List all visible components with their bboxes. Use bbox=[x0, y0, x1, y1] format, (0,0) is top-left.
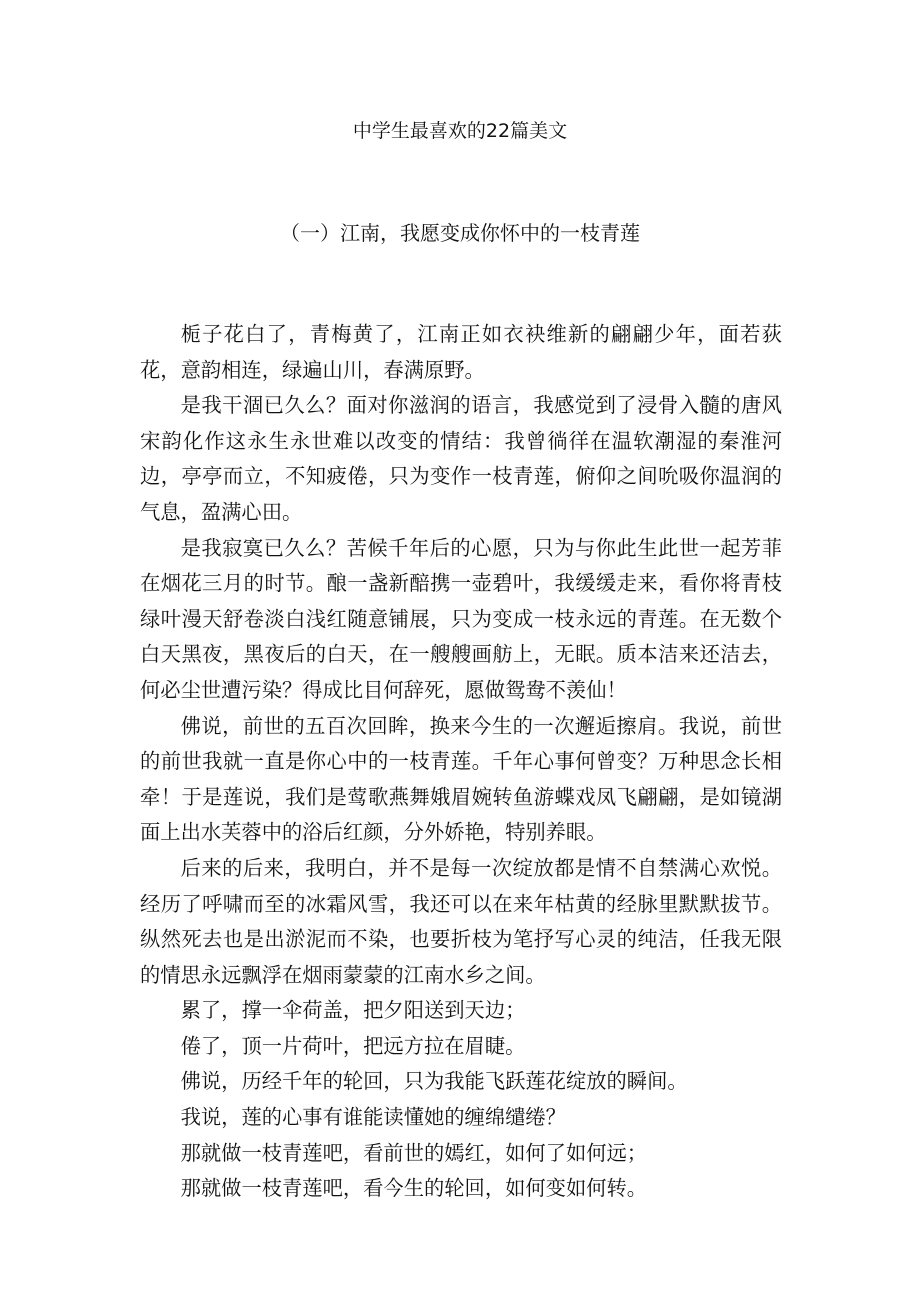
document-title: 中学生最喜欢的22篇美文 bbox=[352, 120, 568, 142]
paragraph-5: 后来的后来，我明白，并不是每一次绽放都是情不自禁满心欢悦。经历了呼啸而至的冰霜风雪，我还可以在来年枯黄的经脉里默默拔节。纵然死去也是出淤泥而不染，也要折枝为笔抒写心灵的纯洁，任我无限的情思永远飘浮在烟雨蒙蒙的江南水乡之间。 bbox=[140, 855, 782, 987]
section-title: （一）江南，我愿变成你怀中的一枝青莲 bbox=[280, 221, 640, 245]
paragraph-4: 佛说，前世的五百次回眸，换来今生的一次邂逅擦肩。我说，前世的前世我就一直是你心中的一枝青莲。千年心事何曾变？万种思念长相牵！于是莲说，我们是莺歌燕舞娥眉婉转鱼游蝶戏凤飞翩翩，是如镜湖面上出水芙蓉中的浴后红颜，分外娇艳，特别养眼。 bbox=[140, 713, 782, 845]
verse-line-4: 我说，莲的心事有谁能读懂她的缠绵缱绻？ bbox=[180, 1105, 566, 1130]
paragraph-3: 是我寂寞已久么？苦候千年后的心愿，只为与你此生此世一起芳菲在烟花三月的时节。酿一盏新醅携一壶碧叶，我缓缓走来，看你将青枝绿叶漫天舒卷淡白浅红随意铺展，只为变成一枝永远的青莲。在无数个白天黑夜，黑夜后的白天，在一艘艘画舫上，无眠。质本洁来还洁去，何必尘世遭污染？得成比目何辞死，愿做鸳鸯不羡仙！ bbox=[140, 535, 782, 702]
verse-line-3: 佛说，历经千年的轮回，只为我能飞跃莲花绽放的瞬间。 bbox=[180, 1069, 688, 1094]
verse-line-2: 倦了，顶一片荷叶，把远方拉在眉睫。 bbox=[180, 1033, 526, 1058]
verse-line-1: 累了，撑一伞荷盖，把夕阳送到天边； bbox=[180, 998, 526, 1023]
verse-line-6: 那就做一枝青莲吧，看今生的轮回，如何变如何转。 bbox=[180, 1176, 648, 1201]
article-body bbox=[140, 317, 782, 1207]
paragraph-2: 是我干涸已久么？面对你滋润的语言，我感觉到了浸骨入髓的唐风宋韵化作这永生永世难以改变的情结：我曾徜徉在温软潮湿的秦淮河边，亭亭而立，不知疲倦，只为变作一枝青莲，俯仰之间吮吸你温润的气息，盈满心田。 bbox=[140, 393, 782, 524]
paragraph-1: 栀子花白了，青梅黄了，江南正如衣袂维新的翩翩少年，面若荻花，意韵相连，绿遍山川，春满原野。 bbox=[140, 322, 782, 382]
verse-line-5: 那就做一枝青莲吧，看前世的嫣红，如何了如何远； bbox=[180, 1140, 648, 1165]
